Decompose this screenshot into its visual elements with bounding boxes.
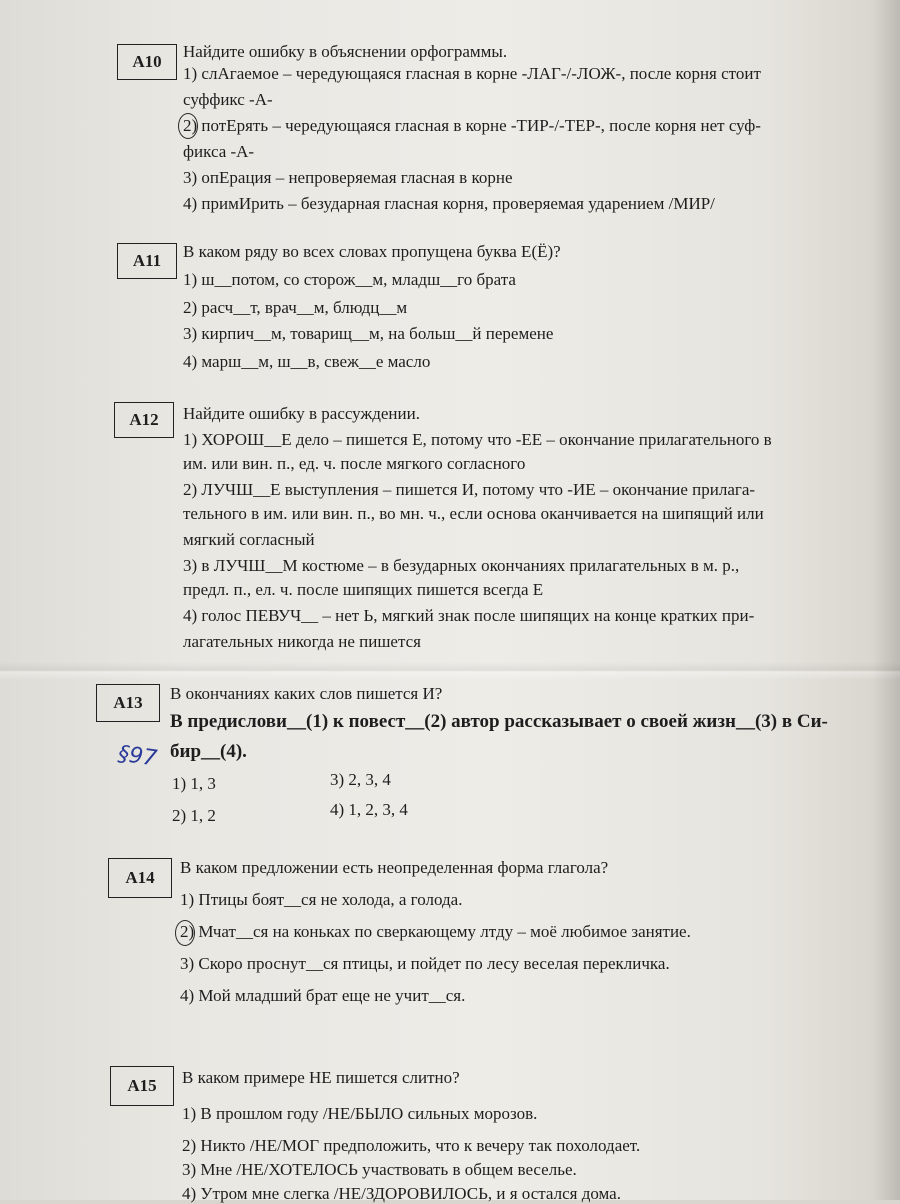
answer-line: лагательных никогда не пишется: [183, 632, 421, 651]
paper-edge-shadow: [872, 0, 900, 1200]
answer-line: 4) примИрить – безударная гласная корня, проверяемая ударением /МИР/: [183, 194, 715, 213]
answer-line: 2) Мчат__ся на коньках по сверкающему лтду – моё любимое занятие.: [180, 922, 691, 941]
answer-line: 4) Мой младший брат еще не учит__ся.: [180, 986, 466, 1005]
answer-line: 3) кирпич__м, товарищ__м, на больш__й перемене: [183, 324, 554, 343]
question-title-a12: Найдите ошибку в рассуждении.: [183, 404, 420, 423]
answer-line: 3) Скоро проснут__ся птицы, и пойдет по лесу веселая перекличка.: [180, 954, 670, 973]
question-label-a10: A10: [117, 44, 177, 80]
pen-circle-mark: [175, 920, 195, 946]
answer-option: 1) 1, 3: [172, 774, 216, 793]
question-title-a10: Найдите ошибку в объяснении орфограммы.: [183, 42, 508, 61]
answer-option: 3) 2, 3, 4: [330, 770, 391, 789]
pen-circle-mark: [178, 113, 198, 139]
question-title-a14: В каком предложении есть неопределенная форма глагола?: [180, 858, 609, 877]
handwritten-note: §97: [116, 741, 159, 772]
answer-line: мягкий согласный: [183, 530, 315, 549]
answer-line: 2) расч__т, врач__м, блюдц__м: [183, 298, 408, 317]
question-label-a13: A13: [96, 684, 160, 722]
answer-line: 1) ш__потом, со сторож__м, младш__го брата: [183, 270, 516, 289]
task-sentence: бир__(4).: [170, 741, 247, 762]
question-title-a15: В каком примере НЕ пишется слитно?: [182, 1068, 460, 1087]
answer-option: 2) 1, 2: [172, 806, 216, 825]
answer-line: 1) ХОРОШ__Е дело – пишется Е, потому что -ЕЕ – окончание прилагательного в: [183, 430, 772, 449]
answer-option: 4) 1, 2, 3, 4: [330, 800, 408, 819]
answer-line: тельного в им. или вин. п., во мн. ч., если основа оканчивается на шипящий или: [183, 504, 764, 523]
answer-line: 1) слАгаемое – чередующаяся гласная в корне -ЛАГ-/-ЛОЖ-, после корня стоит: [183, 64, 761, 83]
answer-line: 4) марш__м, ш__в, свеж__е масло: [183, 352, 431, 371]
question-title-a11: В каком ряду во всех словах пропущена буква Е(Ё)?: [183, 242, 561, 261]
question-label-a12: A12: [114, 402, 174, 438]
answer-line: 4) голос ПЕВУЧ__ – нет Ь, мягкий знак после шипящих на конце кратких при-: [183, 606, 755, 625]
question-label-a14: A14: [108, 858, 172, 898]
answer-line: суффикс -А-: [183, 90, 273, 109]
answer-line: 1) В прошлом году /НЕ/БЫЛО сильных морозов.: [182, 1104, 538, 1123]
question-label-a11: A11: [117, 243, 177, 279]
answer-line: 3) Мне /НЕ/ХОТЕЛОСЬ участвовать в общем веселье.: [182, 1160, 577, 1179]
answer-line: фикса -А-: [183, 142, 255, 161]
answer-line: 2) потЕрять – чередующаяся гласная в корне -ТИР-/-ТЕР-, после корня нет суф-: [183, 116, 761, 135]
answer-line: им. или вин. п., ед. ч. после мягкого согласного: [183, 454, 526, 473]
question-title-a13: В окончаниях каких слов пишется И?: [170, 684, 443, 703]
paper-fold: [0, 662, 900, 680]
answer-line: предл. п., ел. ч. после шипящих пишется всегда Е: [183, 580, 544, 599]
answer-line: 2) Никто /НЕ/МОГ предположить, что к вечеру так похолодает.: [182, 1136, 641, 1155]
answer-line: 4) Утром мне слегка /НЕ/ЗДОРОВИЛОСЬ, и я остался дома.: [182, 1184, 621, 1203]
question-label-a15: A15: [110, 1066, 174, 1106]
task-sentence: В предислови__(1) к повест__(2) автор рассказывает о своей жизн__(3) в Си-: [170, 711, 828, 732]
answer-line: 1) Птицы боят__ся не холода, а голода.: [180, 890, 463, 909]
answer-line: 3) опЕрация – непроверяемая гласная в корне: [183, 168, 513, 187]
answer-line: 3) в ЛУЧШ__М костюме – в безударных окончаниях прилагательных в м. р.,: [183, 556, 740, 575]
answer-line: 2) ЛУЧШ__Е выступления – пишется И, потому что -ИЕ – окончание прилага-: [183, 480, 756, 499]
